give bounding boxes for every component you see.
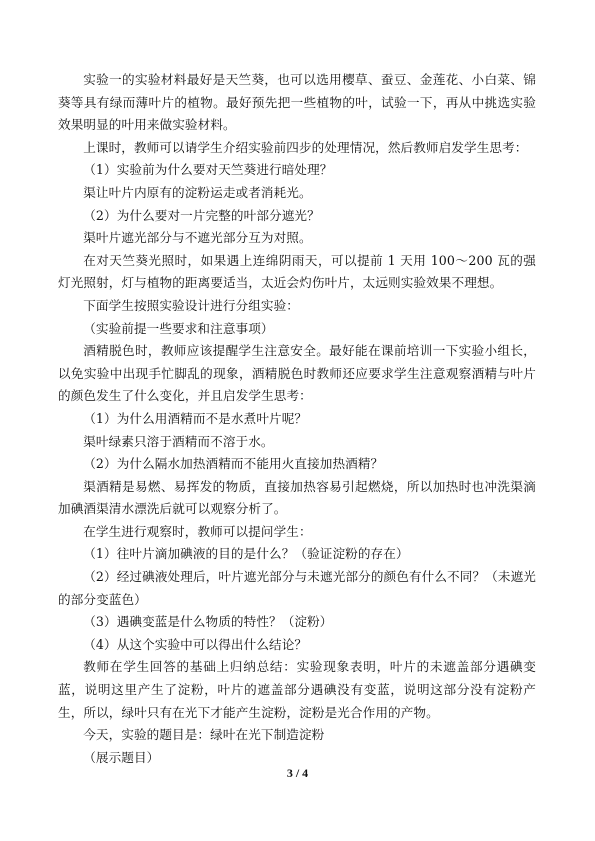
paragraph-answer-4: 渠酒精是易燃、易挥发的物质，直接加热容易引起燃烧，所以加热时也冲洗渠滴加碘酒渠清水漂洗后就可以观察分析了。 <box>58 478 536 517</box>
paragraph-question-3: （1）为什么用酒精而不是水煮叶片呢？ <box>83 410 308 426</box>
paragraph-observe-q2: （2）经过碘液处理后，叶片遮光部分与未遮光部分的颜色有什么不同？（未遮光的部分变蓝色） <box>58 569 536 607</box>
paragraph-group-experiment: 下面学生按照实验设计进行分组实验： <box>83 297 299 313</box>
paragraph-answer-1: 渠让叶片内原有的淀粉运走或者消耗光。 <box>83 184 312 200</box>
paragraph-question-4: （2）为什么隔水加热酒精而不能用火直接加热酒精？ <box>83 456 384 472</box>
page-number: 3 / 4 <box>286 766 309 780</box>
paragraph-answer-3: 渠叶绿素只溶于酒精而不溶于水。 <box>83 433 274 449</box>
paragraph-lighting: 在对天竺葵光照时，如果遇上连绵阴雨天，可以提前 1 天用 100～200 瓦的强灯光照射，灯与植物的距离要适当，太近会灼伤叶片，太远则实验效果不理想。 <box>58 252 536 291</box>
paragraph-topic: 今天，实验的题目是：绿叶在光下制造淀粉 <box>83 727 325 743</box>
paragraph-observe-q3: （3）遇碘变蓝是什么物质的特性？（淀粉） <box>83 614 333 630</box>
paragraph-observe-q1: （1）往叶片滴加碘液的目的是什么？（验证淀粉的存在） <box>83 546 409 562</box>
paragraph-observe-q4: （4）从这个实验中可以得出什么结论？ <box>83 636 308 652</box>
paragraph-question-1: （1）实验前为什么要对天竺葵进行暗处理？ <box>83 162 333 178</box>
document-body <box>58 69 536 769</box>
paragraph-materials: 实验一的实验材料最好是天竺葵，也可以选用樱草、蚕豆、金莲花、小白菜、锦葵等具有绿而薄叶片的植物。最好预先把一些植物的叶，试验一下，再从中挑选实验效果明显的叶用来做实验材料。 <box>58 72 536 133</box>
paragraph-answer-2: 渠叶片遮光部分与不遮光部分互为对照。 <box>83 230 312 246</box>
paragraph-requirements: （实验前提一些要求和注意事项） <box>83 320 274 336</box>
paragraph-show-topic: （展示题目） <box>83 749 160 765</box>
paragraph-observation-intro: 在学生进行观察时，教师可以提问学生： <box>83 523 312 539</box>
paragraph-question-2: （2）为什么要对一片完整的叶部分遮光？ <box>83 207 320 223</box>
paragraph-class-intro: 上课时，教师可以请学生介绍实验前四步的处理情况，然后教师启发学生思考： <box>83 139 528 155</box>
paragraph-alcohol-safety: 酒精脱色时，教师应该提醒学生注意安全。最好能在课前培训一下实验小组长，以免实验中出现手忙脚乱的现象，酒精脱色时教师还应要求学生注意观察酒精与叶片的颜色发生了什么变化，并且启发学生思考： <box>58 343 536 404</box>
paragraph-summary: 教师在学生回答的基础上归纳总结：实验现象表明，叶片的未遮盖部分遇碘变蓝，说明这里产生了淀粉，叶片的遮盖部分遇碘没有变蓝，说明这部分没有淀粉产生，所以，绿叶只有在光下才能产生淀粉，淀粉是光合作用的产物。 <box>58 659 536 720</box>
